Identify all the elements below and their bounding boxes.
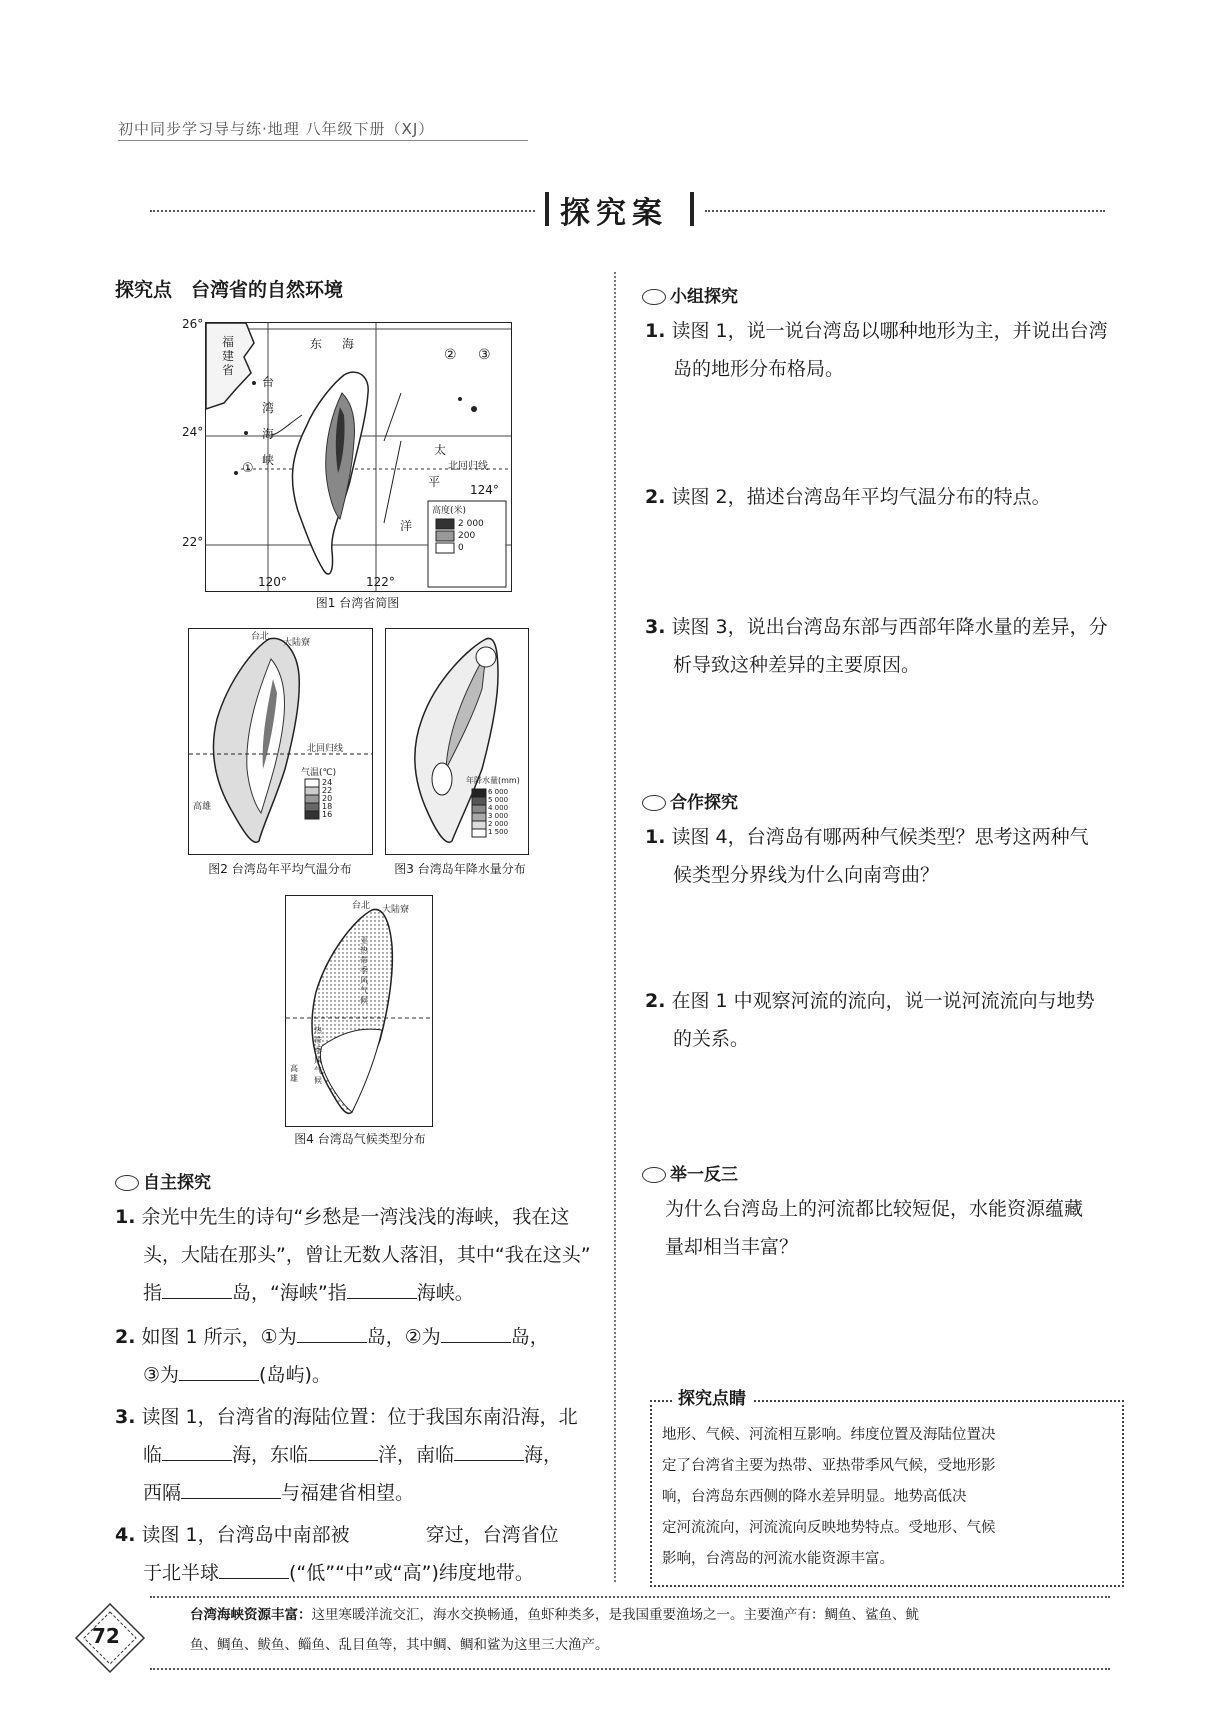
figure3-map [385,628,529,855]
answer-blank[interactable] [162,1278,232,1299]
question-4: 4. 读图 1，台湾岛中南部被 穿过，台湾省位 于北半球 (“低”“中”或“高”)纬度地带。 [115,1516,615,1592]
fig4-subtropical-zone: 亚热带季风气候 [360,936,368,1005]
speech-bubble-icon [642,289,666,305]
title-bar-left [545,192,549,226]
fig2-tropic: 北回归线 [307,744,344,754]
key-points-text [652,1402,1122,1575]
key-point-line: 影响，台湾岛的河流水能资源丰富。 [662,1551,894,1567]
answer-blank[interactable] [219,1558,289,1579]
fig2-legend-24: 24 [322,778,333,787]
title-dotline-right [705,210,1105,212]
answer-blank[interactable] [350,1520,426,1541]
fig3-legend-1500: 1 500 [488,828,509,836]
fig4-tropical-zone: 热带季风气候 [314,1026,322,1085]
pacific-label-1: 太 [434,443,447,457]
lat-24-label: 24° [182,425,204,439]
infer-question: 为什么台湾岛上的河流都比较短促，水能资源蕴藏 量却相当丰富？ [665,1198,1084,1258]
fujian-label: 福建省 [222,335,235,377]
group-question-1: 1. 读图 1，说一说台湾岛以哪种地形为主，并说出台湾 岛的地形分布格局。 [645,320,1108,380]
temperature-map-svg [189,629,372,854]
cooperative-study-heading: 合作探究 [642,788,738,813]
figure4-map [285,895,433,1127]
running-title: 初中同步学习导与练·地理 八年级下册（XJ） [118,120,435,138]
fig2-gaoxiong: 高雄 [193,802,212,812]
key-point-line: 响，台湾岛东西侧的降水差异明显。地势高低决 [662,1489,967,1505]
group-question-3: 3. 读图 3，说出台湾岛东部与西部年降水量的差异，分 析导致这种差异的主要原因。 [645,616,1108,676]
figure1-map [182,317,512,592]
legend-2000: 2 000 [458,519,484,529]
question-3: 3. 读图 1，台湾省的海陆位置：位于我国东南沿海，北 临 海，东临 洋，南临 海， 西隔 与福建省相望。 [115,1406,578,1504]
lon-124-label: 124° [470,483,499,497]
lon-122-label: 122° [366,575,395,589]
column-divider [614,272,616,1582]
figure3-caption: 图3 台湾岛年降水量分布 [394,862,526,876]
fig2-legend-16: 16 [322,810,333,819]
answer-blank[interactable] [162,1440,232,1461]
topic-heading: 探究点 台湾省的自然环境 [115,279,344,301]
fig3-legend-5000: 5 000 [488,796,509,804]
figure2-map [188,628,373,855]
key-point-line: 定河流流向，河流流向反映地势特点。受地形、气候 [662,1520,996,1536]
speech-bubble-icon [115,1175,139,1191]
answer-blank[interactable] [441,1322,511,1343]
east-sea-label: 东海 [310,337,375,351]
answer-blank[interactable] [297,1322,367,1343]
marker-1: ① [242,461,254,476]
answer-blank[interactable] [347,1278,417,1299]
fig4-dianliao: 大陆寮 [382,905,410,915]
title-bar-right [690,192,694,226]
lat-22-label: 22° [182,535,204,549]
footer-dotline-bottom [150,1668,1110,1670]
marker-2: ② [444,347,457,363]
key-point-line: 地形、气候、河流相互影响。纬度位置及海陆位置决 [662,1427,996,1443]
fig2-taibei: 台北 [251,632,270,642]
figure2-caption: 图2 台湾岛年平均气温分布 [208,862,352,876]
infer-heading: 举一反三 [642,1160,738,1185]
section-title: 探究案 [560,196,668,231]
figure4-caption: 图4 台湾岛气候类型分布 [294,1132,426,1146]
figure1-caption: 图1 台湾省简图 [315,596,400,610]
page-number: 72 [92,1624,120,1648]
fig3-legend-4000: 4 000 [488,804,509,812]
page-number-badge [72,1600,148,1676]
question-2: 2. 如图 1 所示，①为 岛，②为 岛， ③为 (岛屿)。 [115,1318,615,1394]
fig3-legend-2000: 2 000 [488,820,509,828]
climate-map-svg [286,896,432,1126]
coop-question-2: 2. 在图 1 中观察河流的流向，说一说河流流向与地势 的关系。 [645,990,1095,1050]
fig3-legend-title: 年降水量(mm) [466,776,520,785]
group-study-heading: 小组探究 [642,282,738,307]
fig2-legend-20: 20 [322,794,333,803]
pacific-label-2: 平 [428,475,441,489]
fig2-legend-18: 18 [322,802,333,811]
fig4-taibei: 台北 [352,901,371,911]
answer-blank[interactable] [454,1440,524,1461]
footer-dotline-top [150,1596,1110,1598]
legend-title: 高度(米) [432,506,467,516]
answer-blank[interactable] [181,1478,281,1499]
fig3-legend-3000: 3 000 [488,812,509,820]
group-question-2: 2. 读图 2，描述台湾岛年平均气温分布的特点。 [645,486,1051,508]
title-dotline-left [150,210,535,212]
key-points-title: 探究点睛 [672,1384,752,1409]
key-points-box [650,1400,1124,1587]
speech-bubble-icon [642,795,666,811]
legend-0: 0 [458,543,464,553]
tropic-label: 北回归线 [448,461,488,472]
lat-26-label: 26° [182,317,204,331]
lon-120-label: 120° [258,575,287,589]
fig3-legend-6000: 6 000 [488,788,509,796]
footer-note: 台湾海峡资源丰富：这里寒暖洋流交汇，海水交换畅通，鱼虾种类多，是我国重要渔场之一。主要渔产有：鲷鱼、鲨鱼、鱿 鱼、鲷鱼、鲅鱼、鲻鱼、乱目鱼等，其中鲷、鲷和鲨为这里三大渔产。 [190,1607,919,1653]
speech-bubble-icon [642,1167,666,1183]
self-study-heading: 自主探究 [115,1168,211,1193]
answer-blank[interactable] [179,1360,259,1381]
fig2-dianliao: 大陆寮 [283,638,311,648]
fig2-legend-title: 气温(℃) [301,768,337,778]
question-1: 1. 余光中先生的诗句“乡愁是一湾浅浅的海峡，我在这 头，大陆在那头”，曾让无数人落泪，其中“我在这头” 指 岛，“海峡”指 海峡。 [115,1206,591,1304]
answer-blank[interactable] [308,1440,378,1461]
pacific-label-3: 洋 [400,519,413,533]
coop-question-1: 1. 读图 4，台湾岛有哪两种气候类型？思考这两种气 候类型分界线为什么向南弯曲？ [645,826,1089,886]
fig4-gaoxiong: 高雄 [290,1064,298,1083]
key-point-line: 定了台湾省主要为热带、亚热带季风气候，受地形影 [662,1458,996,1474]
marker-3: ③ [478,347,491,363]
header-rule [118,140,528,141]
fig2-legend-22: 22 [322,786,333,795]
legend-200: 200 [458,531,476,541]
strait-label: 台湾海峡 [262,375,275,467]
